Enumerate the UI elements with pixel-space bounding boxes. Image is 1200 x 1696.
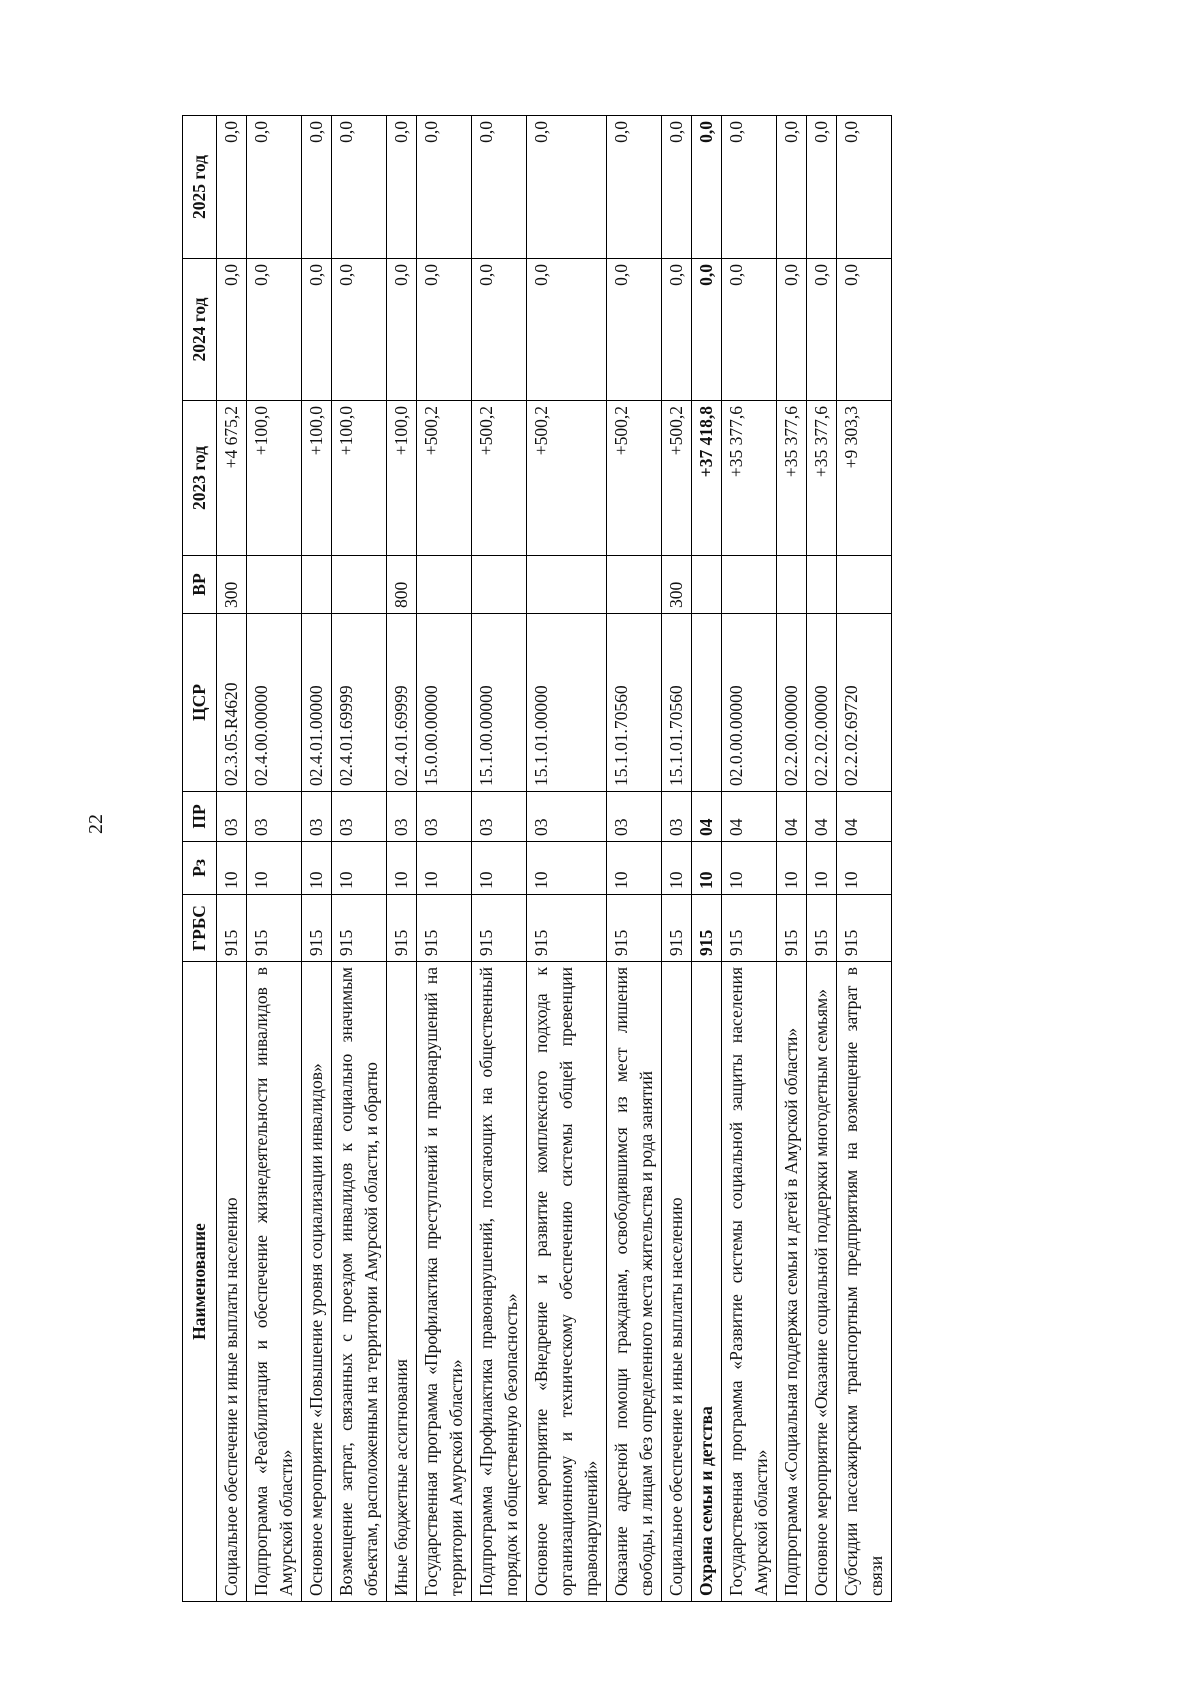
cell-2023: +500,2: [472, 401, 527, 556]
cell-csr: 02.4.01.69999: [387, 614, 417, 792]
cell-vr: 300: [217, 556, 247, 614]
cell-grbs: 915: [692, 895, 722, 962]
table-header-row: [183, 116, 217, 1602]
cell-2023: +35 377,6: [722, 401, 777, 556]
header-csr: ЦСР: [183, 614, 217, 792]
cell-grbs: 915: [387, 895, 417, 962]
cell-2025: 0,0: [302, 116, 332, 259]
cell-2025: 0,0: [722, 116, 777, 259]
cell-csr: 15.1.01.70560: [662, 614, 692, 792]
cell-pr: 03: [607, 792, 662, 842]
cell-rz: 10: [837, 842, 892, 895]
cell-rz: 10: [247, 842, 302, 895]
cell-csr: 15.1.01.70560: [607, 614, 662, 792]
cell-vr: [417, 556, 472, 614]
cell-2025: 0,0: [217, 116, 247, 259]
cell-pr: 03: [387, 792, 417, 842]
cell-name: Подпрограмма «Социальная поддержка семьи и детей в Амурской области»: [777, 962, 807, 1602]
cell-2024: 0,0: [332, 259, 387, 401]
cell-grbs: 915: [607, 895, 662, 962]
cell-pr: 03: [247, 792, 302, 842]
cell-vr: [807, 556, 837, 614]
cell-2025: 0,0: [607, 116, 662, 259]
table-row: [527, 116, 607, 1602]
cell-pr: 03: [302, 792, 332, 842]
cell-csr: 02.0.00.00000: [722, 614, 777, 792]
cell-2025: 0,0: [692, 116, 722, 259]
cell-2024: 0,0: [527, 259, 607, 401]
cell-name: Социальное обеспечение и иные выплаты населению: [217, 962, 247, 1602]
cell-2025: 0,0: [807, 116, 837, 259]
cell-2025: 0,0: [247, 116, 302, 259]
header-name: Наименование: [183, 962, 217, 1602]
cell-rz: 10: [662, 842, 692, 895]
cell-name: Подпрограмма «Профилактика правонарушений, посягающих на общественный порядок и общественную безопасность»: [472, 962, 527, 1602]
cell-2023: +37 418,8: [692, 401, 722, 556]
cell-name: Подпрограмма «Реабилитация и обеспечение жизнедеятельности инвалидов в Амурской области»: [247, 962, 302, 1602]
cell-vr: [247, 556, 302, 614]
cell-grbs: 915: [777, 895, 807, 962]
cell-vr: 300: [662, 556, 692, 614]
cell-grbs: 915: [527, 895, 607, 962]
table-row: [807, 116, 837, 1602]
cell-name: Государственная программа «Развитие системы социальной защиты населения Амурской области»: [722, 962, 777, 1602]
cell-rz: 10: [217, 842, 247, 895]
cell-2025: 0,0: [387, 116, 417, 259]
cell-rz: 10: [777, 842, 807, 895]
cell-pr: 03: [527, 792, 607, 842]
cell-csr: 15.1.01.00000: [527, 614, 607, 792]
cell-name: Субсидии пассажирским транспортным предприятиям на возмещение затрат в связи: [837, 962, 892, 1602]
cell-name: Основное мероприятие «Оказание социальной поддержки многодетным семьям»: [807, 962, 837, 1602]
table-row: [417, 116, 472, 1602]
cell-2024: 0,0: [217, 259, 247, 401]
cell-2023: +35 377,6: [807, 401, 837, 556]
cell-name: Основное мероприятие «Внедрение и развитие комплексного подхода к организационному и техническому обеспечению системы общей превенции правонарушений»: [527, 962, 607, 1602]
cell-pr: 03: [332, 792, 387, 842]
cell-2024: 0,0: [472, 259, 527, 401]
cell-rz: 10: [527, 842, 607, 895]
header-2025: 2025 год: [183, 116, 217, 259]
table-body: [217, 116, 892, 1602]
cell-pr: 03: [217, 792, 247, 842]
cell-2025: 0,0: [417, 116, 472, 259]
cell-grbs: 915: [722, 895, 777, 962]
header-2023: 2023 год: [183, 401, 217, 556]
header-vr: ВР: [183, 556, 217, 614]
cell-csr: 02.4.01.00000: [302, 614, 332, 792]
table-row: [692, 116, 722, 1602]
cell-grbs: 915: [417, 895, 472, 962]
cell-rz: 10: [332, 842, 387, 895]
cell-rz: 10: [472, 842, 527, 895]
cell-2024: 0,0: [302, 259, 332, 401]
table-row: [472, 116, 527, 1602]
cell-csr: 02.3.05.R4620: [217, 614, 247, 792]
table-row: [837, 116, 892, 1602]
cell-2023: +100,0: [332, 401, 387, 556]
cell-csr: [692, 614, 722, 792]
cell-2024: 0,0: [662, 259, 692, 401]
cell-name: Оказание адресной помощи гражданам, освободившимся из мест лишения свободы, и лицам без определенного места жительства и рода занятий: [607, 962, 662, 1602]
cell-2023: +500,2: [662, 401, 692, 556]
rotated-table-container: [182, 116, 1107, 1602]
cell-rz: 10: [722, 842, 777, 895]
cell-pr: 04: [777, 792, 807, 842]
cell-name: Охрана семьи и детства: [692, 962, 722, 1602]
cell-rz: 10: [302, 842, 332, 895]
cell-vr: [607, 556, 662, 614]
cell-2025: 0,0: [662, 116, 692, 259]
cell-grbs: 915: [837, 895, 892, 962]
cell-2025: 0,0: [527, 116, 607, 259]
table-row: [332, 116, 387, 1602]
cell-grbs: 915: [662, 895, 692, 962]
cell-2023: +500,2: [417, 401, 472, 556]
budget-table: [182, 115, 892, 1602]
cell-2023: +500,2: [527, 401, 607, 556]
header-2024: 2024 год: [183, 259, 217, 401]
cell-2023: +500,2: [607, 401, 662, 556]
cell-pr: 03: [662, 792, 692, 842]
cell-grbs: 915: [807, 895, 837, 962]
cell-name: Иные бюджетные ассигнования: [387, 962, 417, 1602]
cell-vr: 800: [387, 556, 417, 614]
cell-csr: 15.0.00.00000: [417, 614, 472, 792]
cell-csr: 02.4.00.00000: [247, 614, 302, 792]
cell-name: Социальное обеспечение и иные выплаты населению: [662, 962, 692, 1602]
cell-vr: [472, 556, 527, 614]
cell-grbs: 915: [332, 895, 387, 962]
cell-2024: 0,0: [807, 259, 837, 401]
cell-vr: [332, 556, 387, 614]
cell-pr: 04: [837, 792, 892, 842]
cell-2023: +100,0: [247, 401, 302, 556]
table-row: [387, 116, 417, 1602]
cell-grbs: 915: [472, 895, 527, 962]
cell-name: Государственная программа «Профилактика преступлений и правонарушений на территории Амурской области»: [417, 962, 472, 1602]
cell-csr: 02.2.02.69720: [837, 614, 892, 792]
cell-pr: 03: [472, 792, 527, 842]
cell-2024: 0,0: [722, 259, 777, 401]
cell-2023: +100,0: [302, 401, 332, 556]
cell-csr: 02.2.02.00000: [807, 614, 837, 792]
cell-rz: 10: [807, 842, 837, 895]
cell-2024: 0,0: [777, 259, 807, 401]
cell-vr: [777, 556, 807, 614]
cell-pr: 03: [417, 792, 472, 842]
cell-grbs: 915: [217, 895, 247, 962]
table-row: [662, 116, 692, 1602]
cell-csr: 15.1.00.00000: [472, 614, 527, 792]
cell-vr: [527, 556, 607, 614]
cell-grbs: 915: [247, 895, 302, 962]
table-row: [777, 116, 807, 1602]
table-row: [722, 116, 777, 1602]
table-row: [217, 116, 247, 1602]
cell-2023: +9 303,3: [837, 401, 892, 556]
cell-name: Основное мероприятие «Повышение уровня социализации инвалидов»: [302, 962, 332, 1602]
table-row: [302, 116, 332, 1602]
cell-pr: 04: [807, 792, 837, 842]
cell-vr: [692, 556, 722, 614]
cell-2023: +35 377,6: [777, 401, 807, 556]
cell-rz: 10: [387, 842, 417, 895]
cell-csr: 02.4.01.69999: [332, 614, 387, 792]
cell-2023: +100,0: [387, 401, 417, 556]
cell-2025: 0,0: [472, 116, 527, 259]
cell-vr: [837, 556, 892, 614]
page-number: 22: [85, 814, 107, 834]
cell-2025: 0,0: [332, 116, 387, 259]
cell-2024: 0,0: [247, 259, 302, 401]
cell-rz: 10: [417, 842, 472, 895]
cell-csr: 02.2.00.00000: [777, 614, 807, 792]
header-pr: ПР: [183, 792, 217, 842]
cell-2023: +4 675,2: [217, 401, 247, 556]
table-row: [607, 116, 662, 1602]
cell-2024: 0,0: [417, 259, 472, 401]
cell-pr: 04: [722, 792, 777, 842]
cell-2024: 0,0: [837, 259, 892, 401]
cell-2024: 0,0: [692, 259, 722, 401]
cell-vr: [302, 556, 332, 614]
header-rz: Рз: [183, 842, 217, 895]
header-grbs: ГРБС: [183, 895, 217, 962]
cell-2025: 0,0: [777, 116, 807, 259]
cell-rz: 10: [692, 842, 722, 895]
cell-pr: 04: [692, 792, 722, 842]
cell-2025: 0,0: [837, 116, 892, 259]
cell-2024: 0,0: [607, 259, 662, 401]
cell-grbs: 915: [302, 895, 332, 962]
cell-2024: 0,0: [387, 259, 417, 401]
cell-rz: 10: [607, 842, 662, 895]
cell-vr: [722, 556, 777, 614]
cell-name: Возмещение затрат, связанных с проездом инвалидов к социально значимым объектам, расположенным на территории Амурской области, и обратно: [332, 962, 387, 1602]
table-row: [247, 116, 302, 1602]
